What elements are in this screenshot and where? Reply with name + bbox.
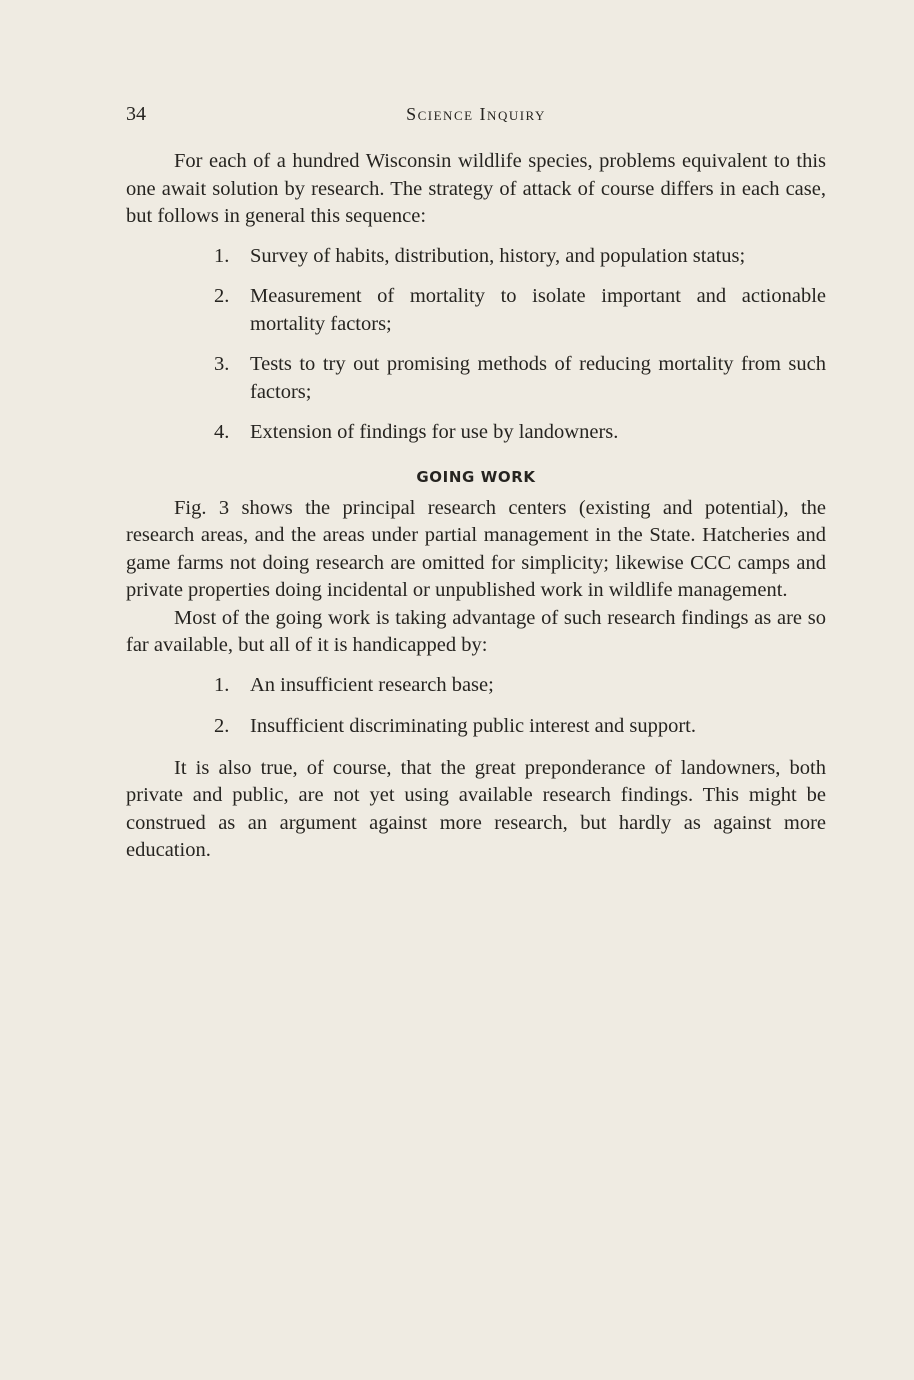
handicap-list: [126, 672, 826, 741]
list-item: [214, 283, 826, 338]
page-number: 34: [126, 103, 146, 125]
list-item-text: Survey of habits, distribution, history, and population status;: [250, 244, 746, 267]
sequence-list: [126, 243, 826, 447]
list-item-number: 1.: [214, 244, 230, 267]
list-item: [214, 419, 826, 447]
list-item-text: Measurement of mortality to isolate important and actionable mortality factors;: [250, 285, 826, 335]
list-item-number: 1.: [214, 673, 230, 696]
list-item-text: Tests to try out promising methods of reducing mortality from such factors;: [250, 353, 826, 403]
list-item-text: Extension of findings for use by landowners.: [250, 421, 619, 443]
list-item-number: 2.: [214, 285, 230, 307]
closing-paragraph: It is also true, of course, that the great preponderance of landowners, both private and public, are not yet using available research findings. This might be construed as an argument against more research, but hardly as against more education.: [126, 756, 826, 861]
running-head: [126, 100, 826, 130]
list-item-number: 2.: [214, 715, 230, 737]
list-item-text: An insufficient research base;: [250, 673, 494, 696]
list-item-number: 3.: [214, 353, 230, 375]
list-item: [214, 243, 826, 271]
list-item: [214, 672, 826, 700]
running-title: Science Inquiry: [406, 104, 546, 124]
section-paragraph: Fig. 3 shows the principal research centers (existing and potential), the research areas, and the areas under partial management in the State. Hatcheries and game farms not doing research are omitted for simplicity; likewise CCC camps and private properties doing incidental or unpublished work in wildlife management.: [126, 496, 826, 601]
list-item: [214, 351, 826, 406]
section-heading: GOING WORK: [416, 467, 536, 486]
intro-paragraph: For each of a hundred Wisconsin wildlife species, problems equivalent to this one await solution by research. The strategy of attack of course differs in each case, but follows in general this sequence:: [126, 150, 826, 227]
list-item-text: Insufficient discriminating public interest and support.: [250, 715, 696, 737]
body-text: [126, 148, 826, 865]
section-paragraph: Most of the going work is taking advantage of such research findings as are so far available, but all of it is handicapped by:: [126, 606, 826, 656]
list-item-number: 4.: [214, 421, 230, 443]
list-item: [214, 713, 826, 741]
